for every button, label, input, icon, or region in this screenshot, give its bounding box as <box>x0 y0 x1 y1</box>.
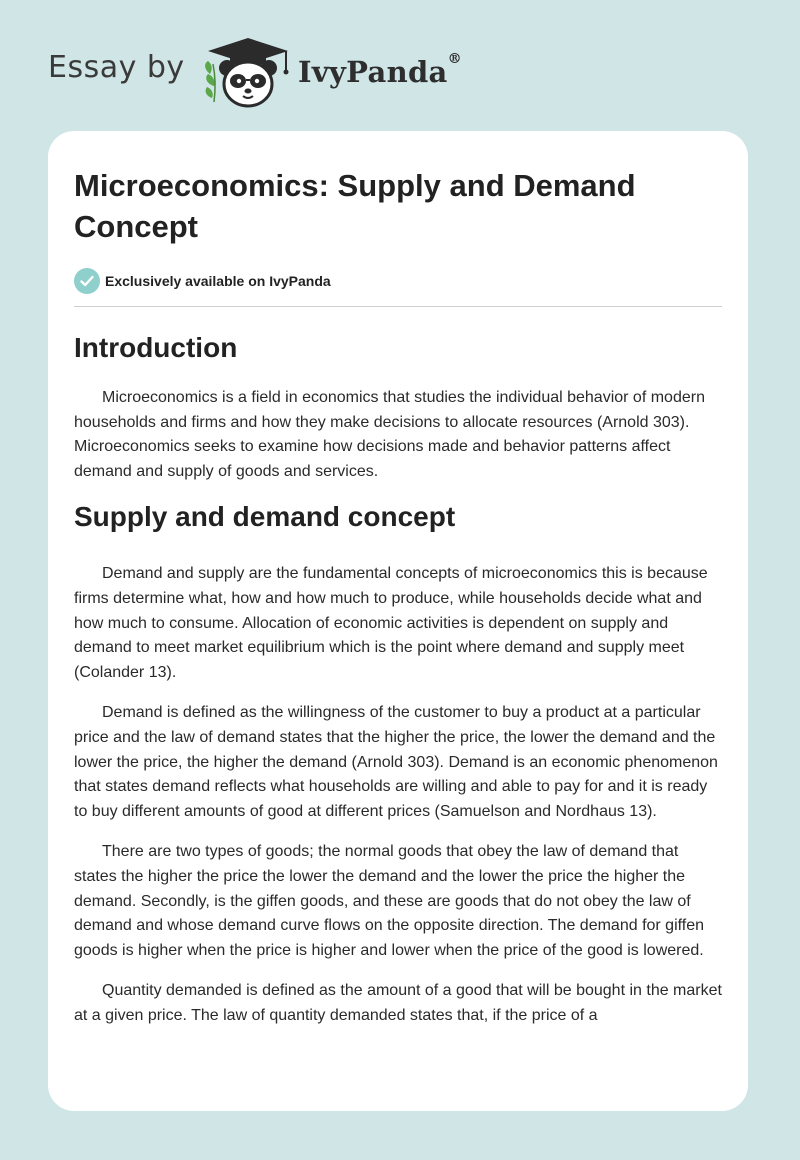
brand-name: IvyPanda <box>298 55 448 89</box>
paragraph: Demand is defined as the willingness of the customer to buy a product at a particular price and the law of demand states that the higher the price, the lower the demand and the lower the price, the higher the demand (Arnold 303). Demand is an economic phenomenon that states demand reflects what households are willing and able to pay for and it is ready to buy different amounts of good at different prices (Samuelson and Nordhaus 13). <box>74 704 718 820</box>
paragraph: Quantity demanded is defined as the amount of a good that will be bought in the market at a given price. The law of quantity demanded states that, if the price of a <box>74 982 722 1024</box>
divider <box>74 306 722 307</box>
panda-graduate-mascot-icon[interactable] <box>200 34 296 110</box>
site-header <box>0 0 800 130</box>
check-icon <box>74 268 100 294</box>
paragraph: Microeconomics is a field in economics that studies the individual behavior of modern households and firms and how they make decisions to allocate resources (Arnold 303). Microeconomics seeks to examine how decisions made and behavior patterns affect demand and supply of goods and services. <box>74 389 705 480</box>
ivy-leaves-icon <box>205 61 215 102</box>
registered-mark: ® <box>447 51 462 67</box>
section-heading-supply-and-demand: Supply and demand concept <box>74 501 456 533</box>
section-heading-introduction: Introduction <box>74 332 238 363</box>
ivypanda-logo-text[interactable] <box>298 51 462 89</box>
exclusive-label: Exclusively available on IvyPanda <box>105 273 331 289</box>
essay-by-label: Essay by <box>48 50 185 85</box>
exclusive-badge <box>74 267 722 295</box>
paragraph: Demand and supply are the fundamental concepts of microeconomics this is because firms determine what, how and how much to produce, while households decide what and how much to consume. Allocation of economic activities is dependent on supply and demand to meet market equilibrium which is the point where demand and supply meet (Colander 13). <box>74 565 708 681</box>
essay-card <box>48 131 748 1111</box>
essay-title: Microeconomics: Supply and Demand Concept <box>74 168 636 244</box>
paragraph: There are two types of goods; the normal goods that obey the law of demand that states the higher the price the lower the demand and the lower the price the higher the demand. Secondly, is the giffen goods, and these are goods that do not obey the law of demand and whose demand curve flows on the opposite direction. The demand for giffen goods is higher when the price is higher and lower when the price of the good is lowered. <box>74 843 705 959</box>
